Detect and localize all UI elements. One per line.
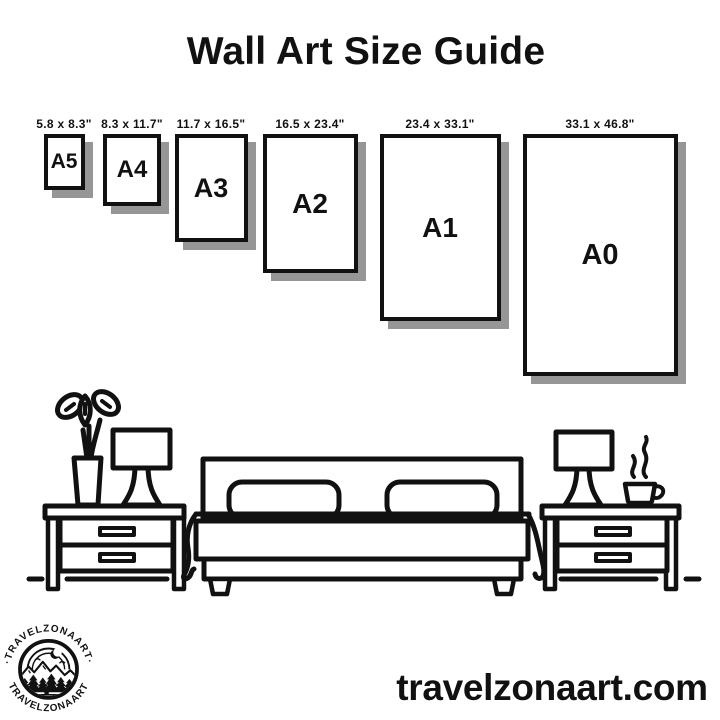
logo-text-bottom: TRAVELZONAART xyxy=(5,681,92,715)
size-dimensions-label: 11.7 x 16.5" xyxy=(176,117,246,131)
website-url: travelzonaart.com xyxy=(396,667,708,708)
size-letter-label: A2 xyxy=(292,187,328,219)
size-frame-a0 xyxy=(520,117,680,376)
size-letter-label: A5 xyxy=(50,150,78,173)
size-frame-box xyxy=(380,134,501,321)
size-letter-label: A4 xyxy=(116,156,148,183)
size-frame-box xyxy=(263,134,358,273)
size-dimensions-label: 8.3 x 11.7" xyxy=(101,117,163,131)
size-dimensions-label: 5.8 x 8.3" xyxy=(36,117,92,131)
bedroom-illustration xyxy=(0,385,720,610)
travelzonaart-logo xyxy=(1,620,96,715)
size-dimensions-label: 16.5 x 23.4" xyxy=(275,117,345,131)
size-letter-label: A0 xyxy=(581,238,619,271)
page-title: Wall Art Size Guide xyxy=(186,30,546,73)
coffee-cup-icon xyxy=(617,437,663,506)
size-dimensions-label: 23.4 x 33.1" xyxy=(405,117,475,131)
size-dimensions-label: 33.1 x 46.8" xyxy=(565,117,635,131)
logo-text-top: ·TRAVELZONAART· xyxy=(2,623,95,666)
size-frame-a1 xyxy=(360,117,520,321)
size-letter-label: A3 xyxy=(193,172,229,203)
table-lamp-left-icon xyxy=(113,430,170,506)
table-lamp-right-icon xyxy=(556,432,612,506)
bed-icon xyxy=(183,459,543,594)
size-frame-box xyxy=(523,134,678,376)
size-letter-label: A1 xyxy=(422,211,458,243)
